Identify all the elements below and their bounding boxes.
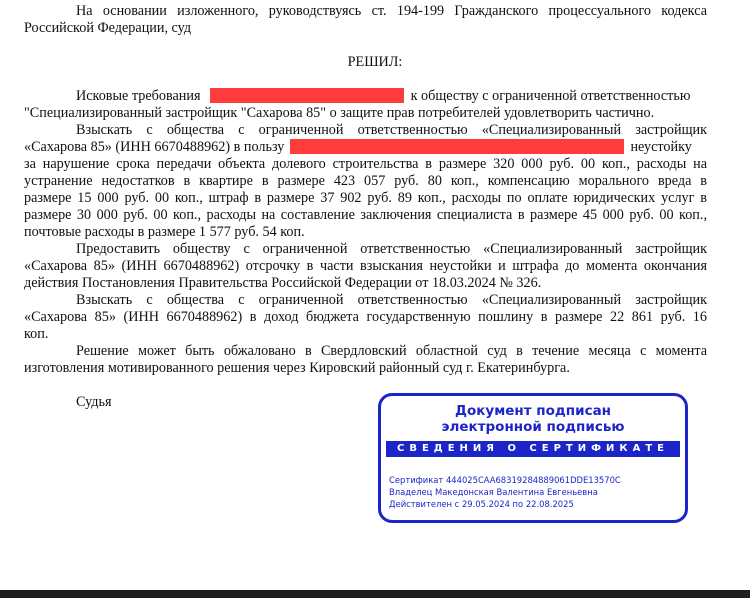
stamp-owner: Владелец Македонская Валентина Евгеньевна xyxy=(389,487,598,497)
electronic-signature-stamp xyxy=(378,393,688,523)
p2-line-6: размере 30 000 руб. 00 коп., расходы на составление заключения специалиста в размере 45 000 руб. 00 коп., xyxy=(24,207,707,223)
redaction-plaintiff-name xyxy=(210,88,404,103)
p2-text-a: «Сахарова 85» (ИНН 6670488962) в пользу xyxy=(24,139,285,155)
intro-line-1: На основании изложенного, руководствуясь ст. 194-199 Гражданского процессуального кодекса xyxy=(76,3,707,19)
stamp-validity: Действителен с 29.05.2024 по 22.08.2025 xyxy=(389,499,574,509)
p1-line-1 xyxy=(76,88,707,105)
p2-line-2 xyxy=(24,139,707,156)
p5-line-2: изготовления мотивированного решения через Кировский районный суд г. Екатеринбурга. xyxy=(24,360,570,376)
p3-line-2: «Сахарова 85» (ИНН 6670488962) отсрочку в части взыскания неустойки и штрафа до момента окончания xyxy=(24,258,707,274)
stamp-certificate-band: СВЕДЕНИЯ О СЕРТИФИКАТЕ ЭП xyxy=(386,441,680,457)
intro-line-2: Российской Федерации, суд xyxy=(24,20,192,36)
p1-line-2: "Специализированный застройщик "Сахарова 85" о защите прав потребителей удовлетворить частично. xyxy=(24,105,655,121)
p2-text-b: неустойку xyxy=(630,139,692,155)
p2-line-3: за нарушение срока передачи объекта долевого строительства в размере 320 000 руб. 00 коп., расходы на xyxy=(24,156,707,172)
p1-text-a: Исковые требования xyxy=(76,88,201,104)
p2-line-1: Взыскать с общества с ограниченной ответственностью «Специализированный застройщик xyxy=(76,122,707,138)
stamp-title-line-2: электронной подписью xyxy=(441,419,625,435)
p5-line-1: Решение может быть обжаловано в Свердловский областной суд в течение месяца с момента xyxy=(76,343,707,359)
p2-line-7: почтовые расходы в размере 1 577 руб. 54 коп. xyxy=(24,224,305,240)
p4-line-3: коп. xyxy=(24,326,49,342)
p2-line-5: размере 15 000 руб. 00 коп., штраф в размере 37 902 руб. 89 коп., расходы по оплате юридических услуг в xyxy=(24,190,707,206)
bottom-edge-bar xyxy=(0,590,750,598)
decision-heading: РЕШИЛ: xyxy=(347,54,403,70)
redaction-plaintiff-name-2 xyxy=(290,139,624,154)
stamp-title-line-1: Документ подписан xyxy=(454,403,612,419)
p3-line-1: Предоставить обществу с ограниченной ответственностью «Специализированный застройщик xyxy=(76,241,707,257)
stamp-certificate-number: Сертификат 444025CAA68319284889061DDE13570C xyxy=(389,475,621,485)
p4-line-1: Взыскать с общества с ограниченной ответственностью «Специализированный застройщик xyxy=(76,292,707,308)
p1-text-b: к обществу с ограниченной ответственностью xyxy=(410,88,691,104)
p2-line-4: устранение недостатков в квартире в размере 423 057 руб. 80 коп., компенсацию морального вреда в xyxy=(24,173,707,189)
judge-signature-label: Судья xyxy=(76,394,112,410)
p4-line-2: «Сахарова 85» (ИНН 6670488962) в доход бюджета государственную пошлину в размере 22 861 руб. 16 xyxy=(24,309,707,325)
p3-line-3: действия Постановления Правительства Российской Федерации от 18.03.2024 № 326. xyxy=(24,275,542,291)
